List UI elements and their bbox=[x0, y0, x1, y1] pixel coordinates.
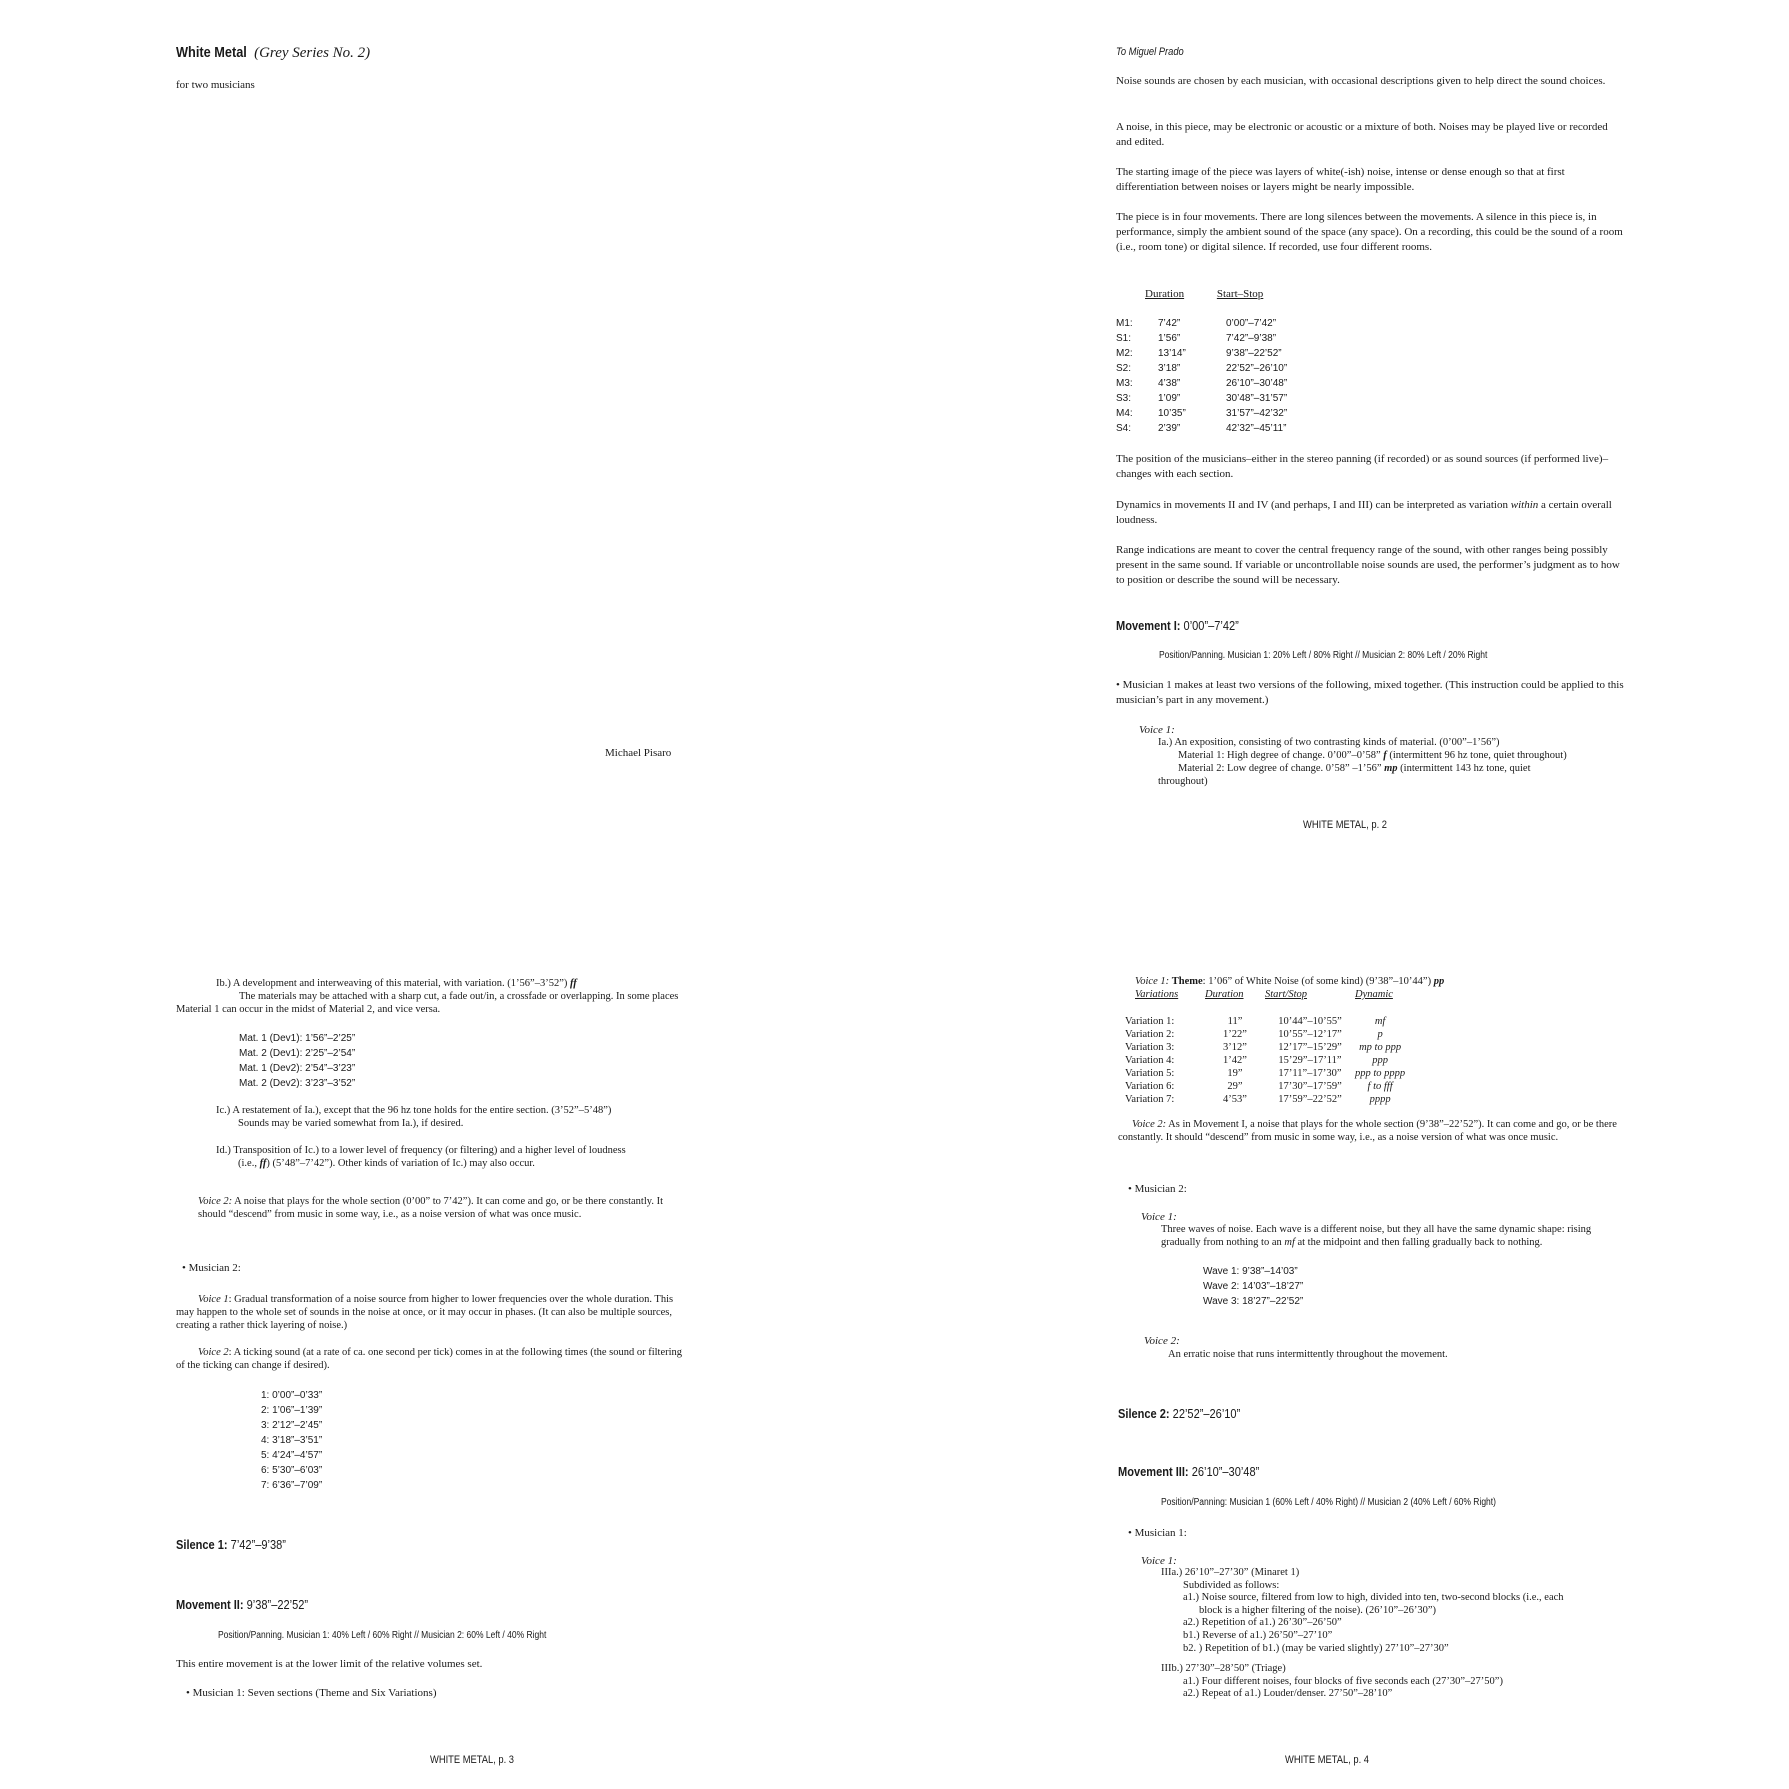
restatement-block: Ic.) A restatement of Ia.), except that the 96 hz tone holds for the entire section. (3’52”–5’48”) Sounds may be varied somewhat from Ia.), if desired. bbox=[216, 1105, 612, 1129]
triage-block: IIIb.) 27’30”–28’50” (Triage) a1.) Four different noises, four blocks of five seconds each (27’30”–27’50”) a2.) Repeat of a1.) Louder/denser. 27’50”–28’10” bbox=[1161, 1663, 1503, 1700]
movement-2-musician-1: • Musician 1: Seven sections (Theme and Six Variations) bbox=[186, 1687, 437, 1699]
musician-2-heading: • Musician 2: bbox=[1128, 1183, 1187, 1195]
dedication: To Miguel Prado bbox=[1116, 46, 1184, 58]
duration-table-header bbox=[1145, 287, 1445, 302]
header-dynamic: Dynamic bbox=[1355, 989, 1393, 1000]
table-row: Variation 7: 4’53” 17’59”–22’52” pppp bbox=[1125, 1094, 1391, 1105]
variations-table bbox=[1125, 988, 1405, 1106]
musician-1-heading: • Musician 1: bbox=[1128, 1527, 1187, 1539]
musician-2-voice-2-label: Voice 2: bbox=[1144, 1335, 1180, 1347]
table-row: Variation 1: 11” 10’44”–10’55” mf bbox=[1125, 1016, 1386, 1027]
musician-2-voice-2: Voice 2: A ticking sound (at a rate of ca. one second per tick) comes in at the following times (the sound or filtering of the ticking can change if desired). bbox=[176, 1347, 683, 1371]
intro-paragraph-4: The piece is in four movements. There are long silences between the movements. A silence in this piece is, in performance, simply the ambient sound of the space (any space). On a recording, this could be the sound of a room (i.e., room tone) or digital silence. If recorded, use four different rooms. bbox=[1116, 211, 1623, 253]
voice-2-block: Voice 2: As in Movement I, a noise that plays for the whole section (9’38”–22’52”). It can come and go, or be there constantly. It should “descend” from music in some way, i.e., as a noise version of what was once music. bbox=[1118, 1119, 1617, 1143]
header-duration: Duration bbox=[1205, 989, 1244, 1000]
page-3 bbox=[0, 895, 894, 1789]
table-row: Variation 2: 1’22” 10’55”–12’17” p bbox=[1125, 1029, 1383, 1040]
minaret-block: IIIa.) 26’10”–27’30” (Minaret 1) Subdivided as follows: a1.) Noise source, filtered from low to high, divided into ten, two-second blocks (i.e., each block is a higher filtering of the noise). (26’10”–26’30”) a2.) Repetition of a1.) 26’30”–26’50” b1.) Reverse of a1.) 26’50”–27’10” b2. ) Repetition of b1.) (may be varied slightly) 27’10”–27’30” bbox=[1161, 1567, 1564, 1654]
exposition-block: Ia.) An exposition, consisting of two contrasting kinds of material. (0’00”–1’56”) Material 1: High degree of change. 0’00”–0’58” f (intermittent 96 hz tone, quiet throughout) Material 2: Low degree of change. 0’58” –1’56” mp (intermittent 143 hz tone, quiet throughout) bbox=[1158, 737, 1567, 787]
page-footer: WHITE METAL, p. 4 bbox=[1285, 1754, 1369, 1766]
duration-header: Duration bbox=[1145, 288, 1185, 300]
table-row: M4: 10’35” 31’57”–42’32” bbox=[1116, 408, 1288, 419]
table-row: Variation 6: 29” 17’30”–17’59” f to fff bbox=[1125, 1081, 1393, 1092]
development-list bbox=[239, 1031, 355, 1091]
list-item: 6: 5’30”–6’03” bbox=[261, 1465, 323, 1476]
musician-2-voice-1: Voice 1: Gradual transformation of a noise source from higher to lower frequencies over the whole duration. This may happen to the whole set of sounds in the noise at once, or it may occur in phases. (It can also be multiple sources, creating a rather thick layering of noise.) bbox=[176, 1294, 674, 1331]
title: White Metal bbox=[176, 44, 247, 61]
voice-2-block: Voice 2: A noise that plays for the whole section (0’00” to 7’42”). It can come and go, or be there constantly. It should “descend” from music in some way, i.e., as a noise version of what was once music. bbox=[198, 1196, 663, 1220]
movement-2-text: This entire movement is at the lower limit of the relative volumes set. bbox=[176, 1658, 483, 1670]
list-item: 7: 6’36”–7’09” bbox=[261, 1480, 323, 1491]
waves-list bbox=[1203, 1264, 1303, 1309]
movement-3-position: Position/Panning: Musician 1 (60% Left / 40% Right) // Musician 2 (40% Left / 60% Right) bbox=[1161, 1497, 1496, 1508]
intro-paragraph-3: The starting image of the piece was layers of white(-ish) noise, intense or dense enough so that at first differentiation between noises or layers might be nearly impossible. bbox=[1116, 166, 1565, 193]
movement-3-heading: Movement III: 26’10”–30’48” bbox=[1118, 1464, 1260, 1479]
list-item: 4: 3’18”–3’51” bbox=[261, 1435, 323, 1446]
musician-2-heading: • Musician 2: bbox=[182, 1262, 241, 1274]
header-startstop: Start/Stop bbox=[1265, 989, 1308, 1000]
intro-paragraph-1: Noise sounds are chosen by each musician, with occasional descriptions given to help direct the sound choices. bbox=[1116, 75, 1606, 87]
table-row: M3: 4’38” 26’10”–30’48” bbox=[1116, 378, 1288, 389]
list-item: 2: 1’06”–1’39” bbox=[261, 1405, 323, 1416]
page-2 bbox=[895, 0, 1789, 894]
musician-1-note: • Musician 1 makes at least two versions of the following, mixed together. (This instruction could be applied to this musician’s part in any movement.) bbox=[1116, 679, 1624, 706]
list-item: 1: 0’00”–0’33” bbox=[261, 1390, 323, 1401]
list-item: Wave 2: 14’03”–18’27” bbox=[1203, 1281, 1304, 1292]
table-row: Variation 5: 19” 17’11”–17’30” ppp to pppp bbox=[1125, 1068, 1406, 1079]
score-title bbox=[176, 43, 370, 63]
list-item: 5: 4’24”–4’57” bbox=[261, 1450, 323, 1461]
header-variations: Variations bbox=[1135, 989, 1179, 1000]
erratic-noise-text: An erratic noise that runs intermittently throughout the movement. bbox=[1168, 1349, 1448, 1360]
silence-2-heading: Silence 2: 22’52”–26’10” bbox=[1118, 1406, 1241, 1421]
list-item: Mat. 1 (Dev2): 2’54”–3’23” bbox=[239, 1063, 356, 1074]
transposition-block: Id.) Transposition of Ic.) to a lower level of frequency (or filtering) and a higher level of loudness (i.e., ff) (5’48”–7’42”). Other kinds of variation of Ic.) may also occur. bbox=[216, 1145, 626, 1169]
musician-1-voice-1-label: Voice 1: bbox=[1141, 1555, 1177, 1567]
movement-1-heading: Movement I: 0’00”–7’42” bbox=[1116, 618, 1239, 633]
table-row: Variation 4: 1’42” 15’29”–17’11” ppp bbox=[1125, 1055, 1388, 1066]
list-item: Mat. 1 (Dev1): 1’56”–2’25” bbox=[239, 1033, 356, 1044]
position-paragraph: The position of the musicians–either in the stereo panning (if recorded) or as sound sources (if performed live)–changes with each section. bbox=[1116, 453, 1609, 480]
voice-1-label: Voice 1: bbox=[1139, 724, 1175, 736]
theme-line: Voice 1: Theme: 1’06” of White Noise (of some kind) (9’38”–10’44”) pp bbox=[1135, 976, 1445, 987]
table-row: S2: 3’18” 22’52”–26’10” bbox=[1116, 363, 1288, 374]
development-block: Ib.) A development and interweaving of this material, with variation. (1’56”–3’52”) ff The materials may be attached with a sharp cut, a fade out/in, a crossfade or overlapping. In some places Material 1 can occur in the midst of Material 2, and vice versa. bbox=[176, 978, 679, 1015]
table-row: Variation 3: 3’12” 12’17”–15’29” mp to ppp bbox=[1125, 1042, 1402, 1053]
movement-1-position: Position/Panning. Musician 1: 20% Left / 80% Right // Musician 2: 80% Left / 20% Right bbox=[1159, 650, 1488, 661]
list-item: Mat. 2 (Dev2): 3’23”–3’52” bbox=[239, 1078, 356, 1089]
table-row: M1: 7’42” 0’00”–7’42” bbox=[1116, 318, 1277, 329]
subtitle: (Grey Series No. 2) bbox=[254, 45, 371, 61]
table-row: S4: 2’39” 42’32”–45’11” bbox=[1116, 423, 1287, 434]
table-row: M2: 13’14” 9’38”–22’52” bbox=[1116, 348, 1282, 359]
intro-paragraph-2: A noise, in this piece, may be electronic or acoustic or a mixture of both. Noises may be played live or recorded and edited. bbox=[1116, 121, 1608, 148]
list-item: Wave 1: 9’38”–14’03” bbox=[1203, 1266, 1298, 1277]
movement-2-heading: Movement II: 9’38”–22’52” bbox=[176, 1597, 309, 1612]
movement-2-position: Position/Panning. Musician 1: 40% Left / 60% Right // Musician 2: 60% Left / 40% Right bbox=[218, 1630, 547, 1641]
table-row: S3: 1’09” 30’48”–31’57” bbox=[1116, 393, 1288, 404]
list-item: Wave 3: 18’27”–22’52” bbox=[1203, 1296, 1304, 1307]
waves-description: Three waves of noise. Each wave is a different noise, but they all have the same dynamic shape: rising gradually from nothing to an mf at the midpoint and then falling gradually back to nothing. bbox=[1161, 1224, 1592, 1248]
range-paragraph: Range indications are meant to cover the central frequency range of the sound, with other ranges being possibly present in the same sound. If variable or uncontrollable noise sounds are used, the performer’s judgment as to how to position or describe the sound will be necessary. bbox=[1116, 544, 1620, 586]
list-item: 3: 2’12”–2’45” bbox=[261, 1420, 323, 1431]
list-item: Mat. 2 (Dev1): 2’25”–2’54” bbox=[239, 1048, 356, 1059]
page-4 bbox=[895, 895, 1789, 1789]
duration-table bbox=[1116, 316, 1287, 436]
dynamics-paragraph: Dynamics in movements II and IV (and perhaps, I and III) can be interpreted as variation within a certain overall loudness. bbox=[1116, 499, 1612, 526]
startstop-header: Start–Stop bbox=[1216, 288, 1264, 300]
page-footer: WHITE METAL, p. 3 bbox=[430, 1754, 514, 1766]
musician-2-voice-1-label: Voice 1: bbox=[1141, 1211, 1177, 1223]
silence-1-heading: Silence 1: 7’42”–9’38” bbox=[176, 1537, 286, 1552]
tick-list bbox=[261, 1388, 322, 1493]
page-footer: WHITE METAL, p. 2 bbox=[1303, 819, 1387, 831]
instrumentation: for two musicians bbox=[176, 79, 255, 91]
page-1 bbox=[0, 0, 894, 894]
table-row: S1: 1’56” 7’42”–9’38” bbox=[1116, 333, 1277, 344]
composer: Michael Pisaro bbox=[605, 747, 672, 759]
